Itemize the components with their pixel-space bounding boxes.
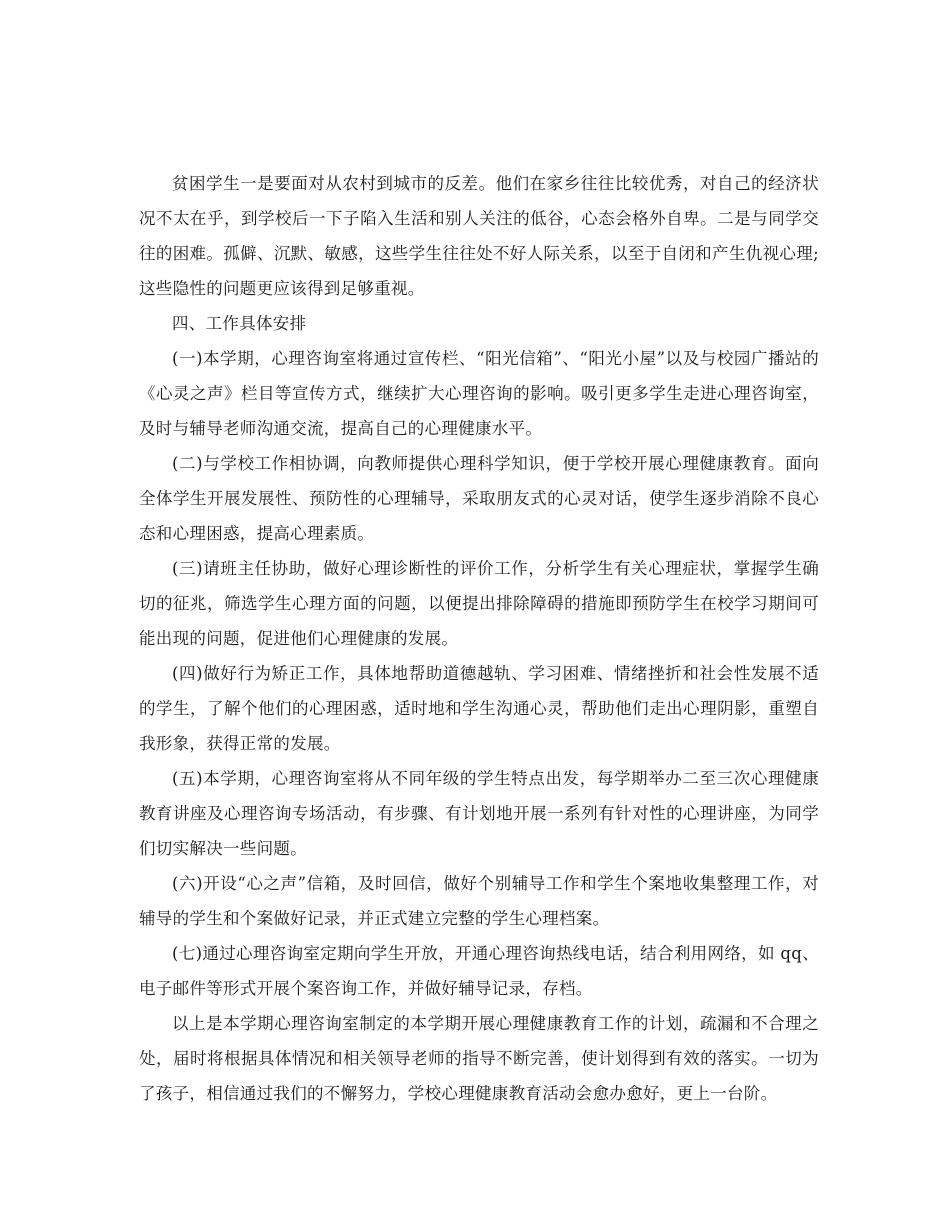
section-heading-work-arrangement: 四、工作具体安排 <box>172 314 307 333</box>
paragraph-conclusion: 以上是本学期心理咨询室制定的本学期开展心理健康教育工作的计划，疏漏和不合理之处，届时将根据具体情况和相关领导老师的指导不断完善，使计划得到有效的落实。一切为了孩子，相信通过我们的不懈努力，学校心理健康教育活动会愈办愈好，更上一台阶。 <box>139 1014 819 1103</box>
paragraph-item-1: (一)本学期，心理咨询室将通过宣传栏、“阳光信箱”、“阳光小屋”以及与校园广播站的《心灵之声》栏目等宣传方式，继续扩大心理咨询的影响。吸引更多学生走进心理咨询室，及时与辅导老师沟通交流，提高自己的心理健康水平。 <box>139 349 819 438</box>
document-body <box>139 166 819 1111</box>
paragraph-item-5: (五)本学期，心理咨询室将从不同年级的学生特点出发，每学期举办二至三次心理健康教育讲座及心理咨询专场活动，有步骤、有计划地开展一系列有针对性的心理讲座，为同学们切实解决一些问题。 <box>139 769 819 858</box>
paragraph-item-3: (三)请班主任协助，做好心理诊断性的评价工作，分析学生有关心理症状，掌握学生确切的征兆，筛选学生心理方面的问题，以便提出排除障碍的措施即预防学生在校学习期间可能出现的问题，促进他们心理健康的发展。 <box>139 559 819 648</box>
paragraph-poor-students: 贫困学生一是要面对从农村到城市的反差。他们在家乡往往比较优秀，对自己的经济状况不太在乎，到学校后一下子陷入生活和别人关注的低谷，心态会格外自卑。二是与同学交往的困难。孤僻、沉默、敏感，这些学生往往处不好人际关系，以至于自闭和产生仇视心理;这些隐性的问题更应该得到足够重视。 <box>139 174 819 298</box>
paragraph-item-2: (二)与学校工作相协调，向教师提供心理科学知识，便于学校开展心理健康教育。面向全体学生开展发展性、预防性的心理辅导，采取朋友式的心灵对话，使学生逐步消除不良心态和心理困惑，提高心理素质。 <box>139 454 819 543</box>
paragraph-item-6: (六)开设“心之声”信箱，及时回信，做好个别辅导工作和学生个案地收集整理工作，对辅导的学生和个案做好记录，并正式建立完整的学生心理档案。 <box>139 874 819 928</box>
paragraph-item-7: (七)通过心理咨询室定期向学生开放，开通心理咨询热线电话，结合利用网络，如 qq、电子邮件等形式开展个案咨询工作，并做好辅导记录，存档。 <box>139 944 819 998</box>
paragraph-item-4: (四)做好行为矫正工作，具体地帮助道德越轨、学习困难、情绪挫折和社会性发展不适的学生，了解个他们的心理困惑，适时地和学生沟通心灵，帮助他们走出心理阴影，重塑自我形象，获得正常的发展。 <box>139 664 819 753</box>
